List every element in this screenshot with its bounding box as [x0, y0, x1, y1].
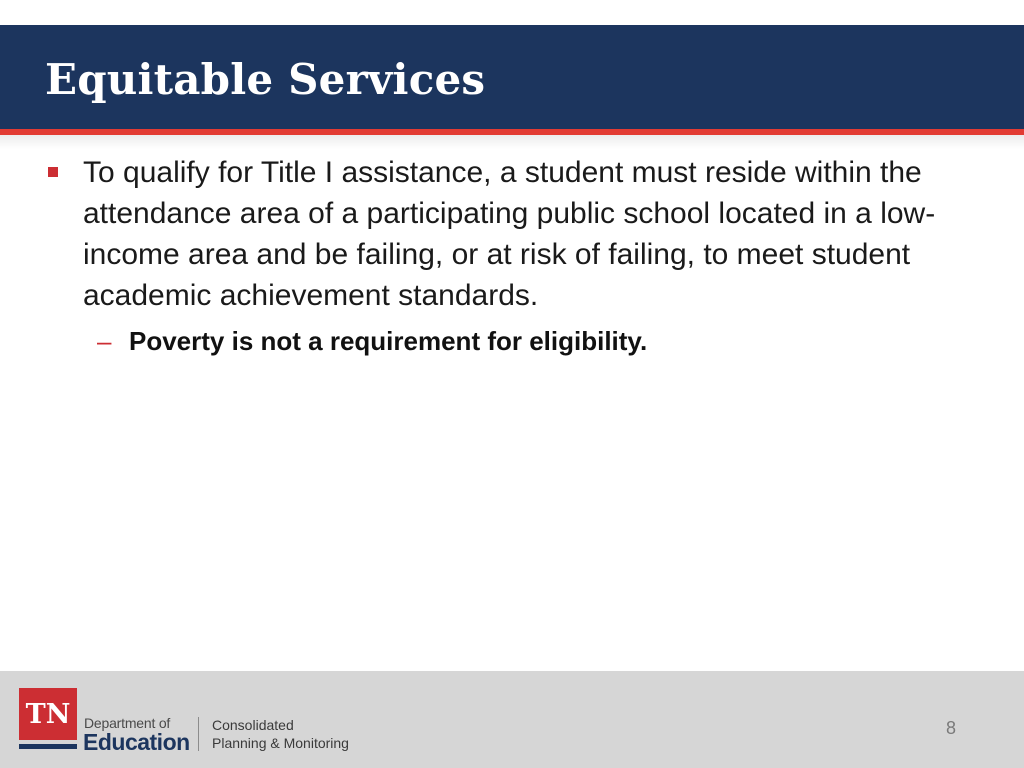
sub-bullet-text: Poverty is not a requirement for eligibility. [129, 326, 648, 356]
program-label-2: Planning & Monitoring [212, 735, 349, 751]
page-number: 8 [946, 718, 957, 738]
program-label-1: Consolidated [212, 717, 294, 733]
slide-title: Equitable Services [45, 55, 486, 104]
accent-shadow [0, 135, 1024, 149]
tn-logo: TN [19, 688, 77, 740]
tn-logo-underline [19, 744, 77, 749]
top-strip [0, 0, 1024, 25]
footer [0, 671, 1024, 768]
dept-name: Education [83, 729, 190, 755]
footer-divider [198, 717, 199, 751]
bullet-text: To qualify for Title I assistance, a student must reside within the attendance area of a participating public school located in a low-income area and be failing, or at risk of failing, to meet student academic achievement standards. [83, 156, 936, 312]
bullet-square-icon [48, 167, 58, 177]
dept-label: Department of [84, 715, 171, 731]
title-bar [0, 25, 1024, 129]
sub-bullet-dash: – [97, 326, 112, 356]
